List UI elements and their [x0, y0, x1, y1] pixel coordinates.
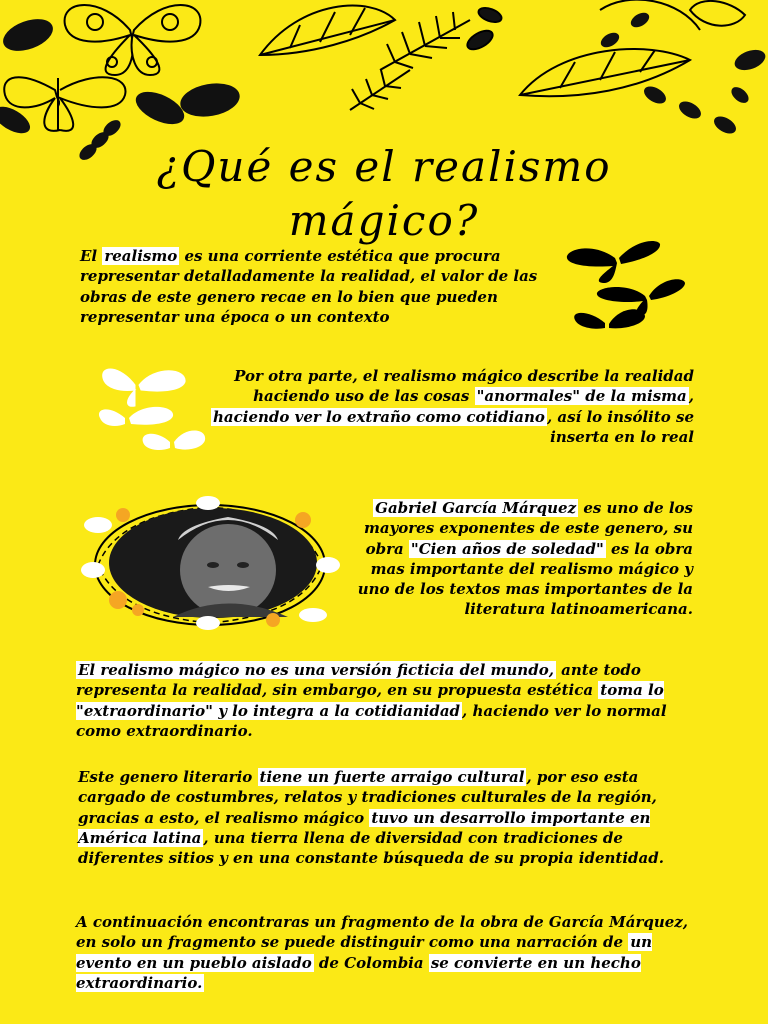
text: , [688, 387, 694, 406]
text: es la obra mas importante del realismo mágico y uno de los textos mas importantes de la literatura latinoamericana. [357, 539, 693, 619]
title-line-1: ¿Qué es el realismo [156, 142, 612, 191]
highlighted-text: El realismo mágico no es una versión ficticia del mundo, [78, 661, 554, 679]
paragraph-garcia-marquez [335, 498, 693, 620]
highlighted-text: Gabriel García Márquez [375, 499, 577, 517]
text: , así lo insólito se inserta en lo real [546, 407, 694, 446]
title-line-2: mágico? [288, 196, 480, 245]
portrait-photo [109, 508, 317, 618]
highlighted-text: tuvo un desarrollo importante en América latina [78, 808, 651, 847]
paragraph-definition-realismo [80, 246, 550, 327]
text: de Colombia [313, 953, 429, 972]
text: , haciendo ver lo normal como extraordinario. [76, 701, 667, 740]
text: ante todo representa la realidad, sin embargo, en su propuesta estética [76, 661, 641, 700]
leaf-branch-icon [520, 0, 745, 96]
paragraph-arraigo-cultural [78, 767, 678, 868]
text: , por eso esta cargado de costumbres, relatos y tradiciones culturales de la región, gracias a esto, el realismo mágico [78, 768, 657, 827]
highlighted-text: tiene un fuerte arraigo cultural [259, 768, 525, 786]
white-butterflies-decoration [95, 360, 215, 460]
text: es una corriente estética que procura representar detalladamente la realidad, el valor de las obras de este genero recae en lo bien que pueden representar una época o un contexto [80, 247, 538, 326]
highlighted-text: un evento en un pueblo aislado [76, 933, 653, 972]
butterfly-icon [103, 369, 185, 406]
text: Por otra parte, el realismo mágico describe la realidad haciendo uso de las cosas [234, 367, 694, 406]
portrait-wreath [78, 495, 348, 635]
fern-leaf-icon [260, 6, 395, 55]
highlighted-text: se convierte en un hecho extraordinario. [76, 953, 641, 992]
text: El [80, 247, 103, 265]
paragraph-fragmento [76, 912, 696, 993]
butterfly-icon [65, 5, 201, 75]
text: A continuación encontraras un fragmento de la obra de García Márquez, en solo un fragmento se puede distinguir como una narración de [76, 913, 689, 952]
paragraph-version-ficticia [76, 660, 696, 741]
butterfly-icon [567, 241, 660, 283]
butterfly-icon [574, 309, 645, 328]
text: , una tierra llena de diversidad con tradiciones de diferentes sitios y en una constante búsqueda de su propia identidad. [78, 828, 664, 868]
highlighted-text: haciendo ver lo extraño como cotidiano [213, 407, 545, 426]
text: Este genero literario [78, 768, 258, 786]
highlighted-text: "anormales" de la misma [476, 387, 687, 406]
paragraph-realismo-magico [208, 366, 694, 447]
butterfly-icon [597, 279, 685, 315]
page-title [60, 140, 708, 248]
butterfly-icon [143, 431, 205, 451]
text: es uno de los mayores exponentes de este genero, su obra [363, 499, 693, 558]
black-butterflies-decoration [565, 238, 690, 338]
highlighted-text: "Cien años de soledad" [410, 539, 604, 558]
butterfly-icon [99, 407, 173, 426]
highlighted-text: toma lo "extraordinario" y lo integra a la cotidianidad [76, 681, 664, 720]
highlighted-text: realismo [104, 247, 178, 265]
